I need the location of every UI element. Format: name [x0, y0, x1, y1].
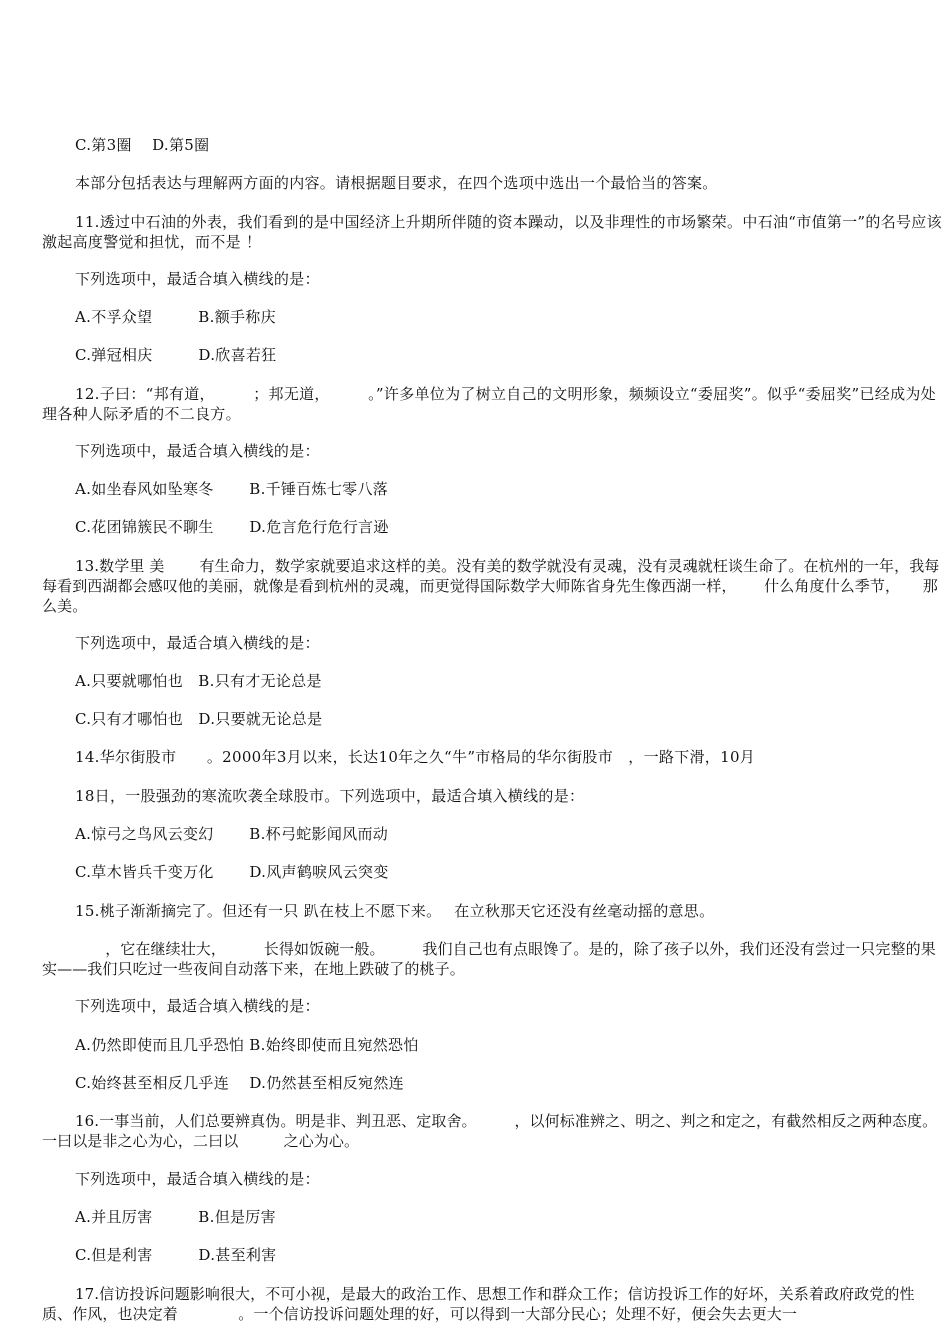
question-12-options-cd: C.花团锦簇民不聊生 D.危言危行危行言逊 [75, 518, 389, 536]
question-14-options-ab: A.惊弓之鸟风云变幻 B.杯弓蛇影闻风而动 [75, 825, 389, 843]
question-11-prompt: 下列选项中，最适合填入横线的是： [75, 270, 320, 288]
question-15-options-cd: C.始终甚至相反几乎连 D.仍然甚至相反宛然连 [75, 1074, 404, 1092]
question-15-stem: 15.桃子渐渐摘完了。但还有一只 趴在枝上不愿下来。 在立秋那天它还没有丝毫动摇的意思。 [75, 902, 715, 920]
question-11-stem: 11.透过中石油的外表，我们看到的是中国经济上升期所伴随的资本躁动，以及非理性的市场繁荣。中石油“市值第一”的名号应该激起高度警觉和担忧，而不是 ！ [42, 213, 942, 251]
question-11-options-cd: C.弹冠相庆 D.欣喜若狂 [75, 346, 277, 364]
question-13-stem: 13.数学里 美 有生命力，数学家就要追求这样的美。没有美的数学就没有灵魂，没有灵魂就枉谈生命了。在杭州的一年，我每每看到西湖都会感叹他的美丽，就像是看到杭州的灵魂，而更觉得国际数学大师陈省身先生像西湖一样， 什么角度什么季节， 那么美。 [42, 557, 940, 615]
question-13-options-ab: A.只要就哪怕也 B.只有才无论总是 [75, 672, 322, 690]
question-12-options-ab: A.如坐春风如坠寒冬 B.千锤百炼七零八落 [75, 480, 389, 498]
question-16-stem: 16.一事当前，人们总要辨真伪。明是非、判丑恶、定取舍。 ，以何标准辨之、明之、判之和定之，有截然相反之两种态度。一曰以是非之心为心，二曰以 之心为心。 [42, 1112, 938, 1150]
question-16-options-cd: C.但是利害 D.甚至利害 [75, 1246, 277, 1264]
question-14-stem: 14.华尔街股市 。2000年3月以来，长达10年之久“牛”市格局的华尔街股市 ，一路下滑，10月 [75, 748, 756, 766]
question-14-stem-cont: 18日，一股强劲的寒流吹袭全球股市。下列选项中，最适合填入横线的是： [75, 787, 585, 805]
question-15-prompt: 下列选项中，最适合填入横线的是： [75, 997, 320, 1015]
question-12-prompt: 下列选项中，最适合填入横线的是： [75, 442, 320, 460]
question-13-options-cd: C.只有才哪怕也 D.只要就无论总是 [75, 710, 323, 728]
question-16-options-ab: A.并且厉害 B.但是厉害 [75, 1208, 276, 1226]
question-11-options-ab: A.不孚众望 B.额手称庆 [75, 308, 276, 326]
question-15-stem-cont: ，它在继续壮大， 长得如饭碗一般。 我们自己也有点眼馋了。是的，除了孩子以外，我们还没有尝过一只完整的果实——我们只吃过一些夜间自动落下来，在地上跌破了的桃子。 [42, 940, 936, 978]
question-17-stem: 17.信访投诉问题影响很大，不可小视，是最大的政治工作、思想工作和群众工作；信访投诉工作的好坏，关系着政府政党的性质、作风，也决定着 。一个信访投诉问题处理的好，可以得到一大部分民心；处理不好，便会失去更大一 [42, 1285, 915, 1323]
question-14-options-cd: C.草木皆兵千变万化 D.风声鹤唳风云突变 [75, 863, 389, 881]
option-line-prev-cd: C.第3圈 D.第5圈 [75, 136, 210, 154]
question-13-prompt: 下列选项中，最适合填入横线的是： [75, 634, 320, 652]
question-15-options-ab: A.仍然即使而且几乎恐怕 B.始终即使而且宛然恐怕 [75, 1036, 419, 1054]
section-intro: 本部分包括表达与理解两方面的内容。请根据题目要求，在四个选项中选出一个最恰当的答案。 [75, 174, 718, 192]
question-16-prompt: 下列选项中，最适合填入横线的是： [75, 1170, 320, 1188]
question-12-stem: 12.子曰：“邦有道， ；邦无道， 。”许多单位为了树立自己的文明形象，频频设立“委屈奖”。似乎“委屈奖”已经成为处理各种人际矛盾的不二良方。 [42, 385, 936, 423]
